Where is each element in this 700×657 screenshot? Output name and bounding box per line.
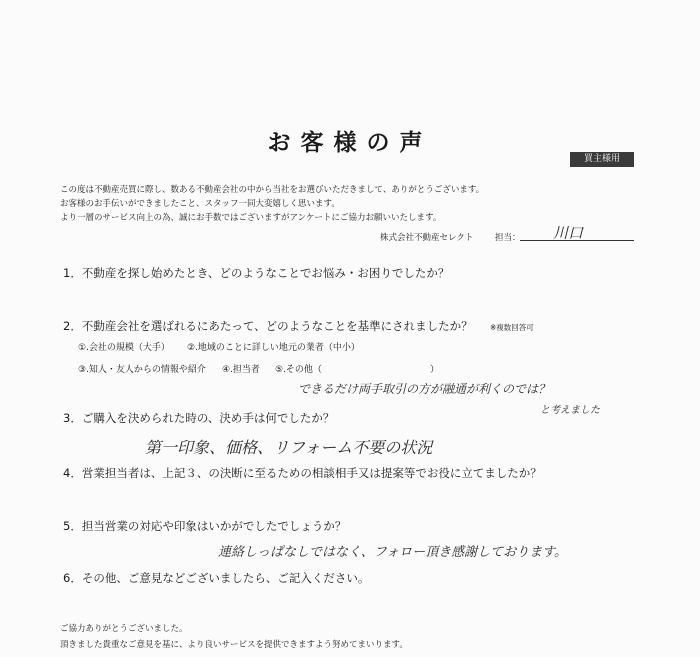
staff-name-handwritten: 川口	[553, 224, 584, 242]
question-5: 5．担当営業の対応や印象はいかがでしたでしょうか？	[63, 519, 347, 533]
answer-2-handwritten-cont: と考えました	[540, 405, 600, 416]
closing-line: 頂きました貴重なご意見を基に、より良いサービスを提供できますよう努めてまいります。	[60, 640, 408, 650]
option-5: ⑤.その他（	[275, 365, 322, 375]
intro-line-1: この度は不動産売買に際し、数ある不動産会社の中から当社をお選びいただきまして、ありがとうございます。	[60, 185, 485, 195]
answer-5-handwritten: 連絡しっぱなしではなく、フォロー頂き感謝しております。	[218, 545, 568, 560]
option-4: ④.担当者	[222, 365, 260, 375]
intro-line-3: より一層のサービス向上の為、誠にお手数ではございますがアンケートにご協力お願いいたします。	[60, 213, 442, 223]
thanks-line: ご協力ありがとうございました。	[60, 624, 188, 634]
staff-label: 担当：	[495, 233, 521, 243]
company-name: 株式会社不動産セレクト	[380, 233, 474, 243]
answer-2-handwritten: できるだけ両手取引の方が融通が利くのでは？	[298, 382, 551, 396]
multiple-answer-note: ※複数回答可	[490, 323, 534, 332]
question-1: 1．不動産を探し始めたとき、どのようなことでお悩み・お困りでしたか？	[63, 266, 450, 280]
page-title: お客様の声	[267, 130, 433, 156]
question-6: 6．その他、ご意見などございましたら、ご記入ください。	[63, 571, 370, 585]
buyer-badge: 買主様用	[570, 152, 634, 167]
staff-underline	[520, 240, 634, 241]
intro-line-2: お客様のお手伝いができましたこと、スタッフ一同大変嬉しく思います。	[60, 199, 340, 209]
option-5-close: ）	[430, 365, 440, 375]
answer-3-handwritten: 第一印象、価格、リフォーム不要の状況	[145, 438, 433, 457]
option-1: ①.会社の規模（大手）	[78, 343, 170, 353]
question-3: 3．ご購入を決められた時の、決め手は何でしたか？	[63, 411, 335, 425]
option-2: ②.地域のことに詳しい地元の業者（中小）	[187, 343, 360, 353]
option-3: ③.知人・友人からの情報や紹介	[78, 365, 206, 375]
question-4: 4．営業担当者は、上記３、の決断に至るための相談相手又は提案等でお役に立てましたか？	[63, 466, 542, 480]
question-2: 2．不動産会社を選ばれるにあたって、どのようなことを基準にされましたか？	[63, 319, 473, 333]
